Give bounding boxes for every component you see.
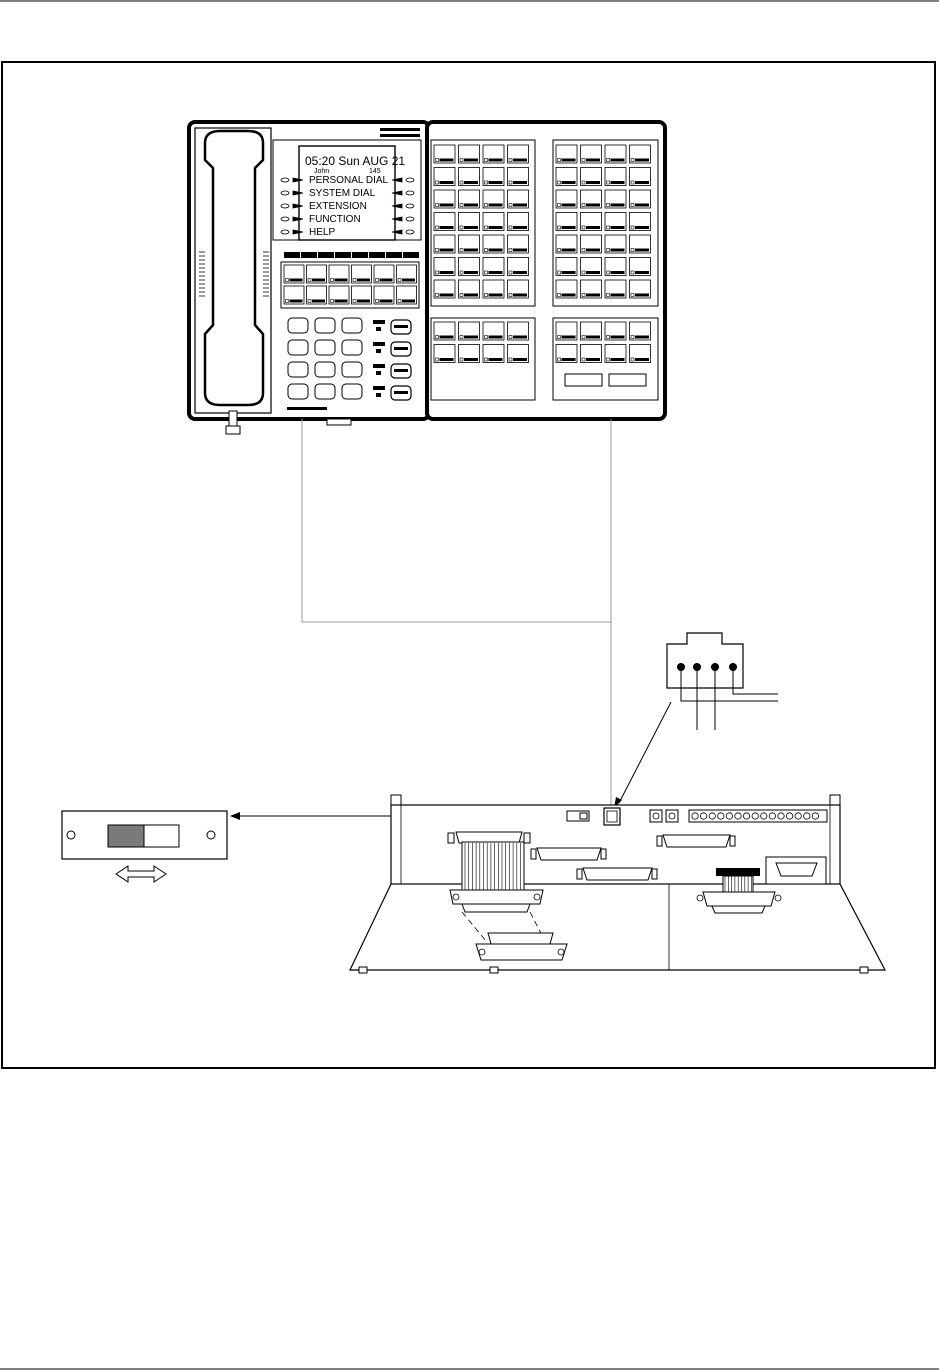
line-key[interactable] <box>605 280 626 298</box>
line-key[interactable] <box>483 213 504 231</box>
line-key[interactable] <box>374 265 394 283</box>
line-key[interactable] <box>605 168 626 186</box>
line-key[interactable] <box>352 286 372 304</box>
line-key[interactable] <box>508 235 529 253</box>
display-menu-function[interactable]: FUNCTION <box>309 214 361 225</box>
line-key[interactable] <box>483 258 504 276</box>
designation-card <box>609 374 646 386</box>
line-key[interactable] <box>459 322 480 340</box>
dial-key[interactable] <box>315 362 335 377</box>
line-key[interactable] <box>307 265 327 283</box>
line-key[interactable] <box>434 258 455 276</box>
line-key[interactable] <box>284 265 304 283</box>
line-key[interactable] <box>483 280 504 298</box>
line-key[interactable] <box>630 213 651 231</box>
line-key[interactable] <box>605 258 626 276</box>
line-key[interactable] <box>508 213 529 231</box>
telephone-set <box>189 122 665 434</box>
dial-key[interactable] <box>288 362 308 377</box>
model-mark <box>380 134 420 137</box>
line-key[interactable] <box>329 286 349 304</box>
line-key[interactable] <box>483 322 504 340</box>
telephone-cord <box>302 419 611 805</box>
line-key[interactable] <box>459 345 480 363</box>
line-key[interactable] <box>581 280 602 298</box>
line-key[interactable] <box>352 265 372 283</box>
display-extension: 145 <box>369 168 381 175</box>
dial-key[interactable] <box>288 318 308 333</box>
line-key[interactable] <box>556 190 577 208</box>
line-key[interactable] <box>459 213 480 231</box>
controller-chassis <box>350 795 885 973</box>
double-arrow-icon <box>116 866 166 882</box>
line-key[interactable] <box>630 280 651 298</box>
line-key[interactable] <box>630 235 651 253</box>
line-key[interactable] <box>307 286 327 304</box>
line-key[interactable] <box>508 322 529 340</box>
line-key[interactable] <box>508 258 529 276</box>
dial-key[interactable] <box>315 318 335 333</box>
line-key[interactable] <box>581 258 602 276</box>
line-key[interactable] <box>581 322 602 340</box>
display-menu-system-dial[interactable]: SYSTEM DIAL <box>309 188 376 199</box>
line-key[interactable] <box>483 235 504 253</box>
line-key[interactable] <box>483 190 504 208</box>
display-clock: 05:20 Sun AUG 21 <box>305 154 406 168</box>
line-key[interactable] <box>397 265 417 283</box>
line-key[interactable] <box>605 345 626 363</box>
line-key[interactable] <box>556 280 577 298</box>
dial-key[interactable] <box>342 318 362 333</box>
display-user-name: John <box>314 168 330 175</box>
line-key[interactable] <box>581 168 602 186</box>
line-key[interactable] <box>581 345 602 363</box>
line-key[interactable] <box>605 190 626 208</box>
line-key[interactable] <box>556 258 577 276</box>
line-key[interactable] <box>434 322 455 340</box>
line-key[interactable] <box>630 145 651 163</box>
jack-callout-arrow <box>614 702 671 808</box>
line-key[interactable] <box>581 190 602 208</box>
line-key[interactable] <box>483 345 504 363</box>
brand-mark <box>380 128 420 131</box>
line-key[interactable] <box>605 213 626 231</box>
line-key[interactable] <box>556 345 577 363</box>
switch-plate <box>62 811 227 859</box>
line-key[interactable] <box>508 168 529 186</box>
line-key[interactable] <box>605 145 626 163</box>
line-key[interactable] <box>581 145 602 163</box>
line-key[interactable] <box>434 145 455 163</box>
modular-jack-icon <box>667 633 778 730</box>
line-key[interactable] <box>508 190 529 208</box>
line-key[interactable] <box>556 322 577 340</box>
line-key[interactable] <box>508 145 529 163</box>
line-key[interactable] <box>630 190 651 208</box>
line-key[interactable] <box>434 235 455 253</box>
line-key[interactable] <box>508 280 529 298</box>
line-key[interactable] <box>556 213 577 231</box>
line-key[interactable] <box>434 345 455 363</box>
line-key[interactable] <box>556 145 577 163</box>
terminal-screws <box>692 813 819 819</box>
line-key[interactable] <box>630 345 651 363</box>
line-key[interactable] <box>434 168 455 186</box>
line-key[interactable] <box>556 235 577 253</box>
line-key[interactable] <box>630 258 651 276</box>
line-key[interactable] <box>459 168 480 186</box>
line-key[interactable] <box>459 145 480 163</box>
line-key[interactable] <box>374 286 394 304</box>
dial-key[interactable] <box>342 362 362 377</box>
line-key[interactable] <box>329 265 349 283</box>
dial-key[interactable] <box>288 340 308 355</box>
line-key[interactable] <box>459 280 480 298</box>
line-key[interactable] <box>284 286 304 304</box>
designation-card <box>565 374 602 386</box>
slide-switch-knob[interactable] <box>108 825 144 847</box>
dial-key[interactable] <box>315 340 335 355</box>
line-key[interactable] <box>459 258 480 276</box>
display-menu-extension[interactable]: EXTENSION <box>309 201 367 212</box>
line-key[interactable] <box>605 235 626 253</box>
line-key[interactable] <box>459 190 480 208</box>
handset-icon <box>195 128 271 434</box>
dial-key[interactable] <box>342 384 362 399</box>
line-key[interactable] <box>459 235 480 253</box>
line-key[interactable] <box>434 213 455 231</box>
display-menu-help[interactable]: HELP <box>309 227 336 238</box>
dial-key[interactable] <box>342 340 362 355</box>
line-key[interactable] <box>605 322 626 340</box>
line-key[interactable] <box>630 322 651 340</box>
display-menu-personal-dial[interactable]: PERSONAL DIAL <box>309 175 389 186</box>
line-key[interactable] <box>483 168 504 186</box>
speakerphone-mark <box>287 407 327 410</box>
line-key[interactable] <box>397 286 417 304</box>
line-key[interactable] <box>434 280 455 298</box>
line-key[interactable] <box>556 168 577 186</box>
line-key[interactable] <box>434 190 455 208</box>
line-key[interactable] <box>581 235 602 253</box>
line-key[interactable] <box>508 345 529 363</box>
line-key[interactable] <box>630 168 651 186</box>
line-key[interactable] <box>581 213 602 231</box>
cord-outlet <box>327 419 351 425</box>
line-key[interactable] <box>483 145 504 163</box>
dial-key[interactable] <box>315 384 335 399</box>
dial-key[interactable] <box>288 384 308 399</box>
